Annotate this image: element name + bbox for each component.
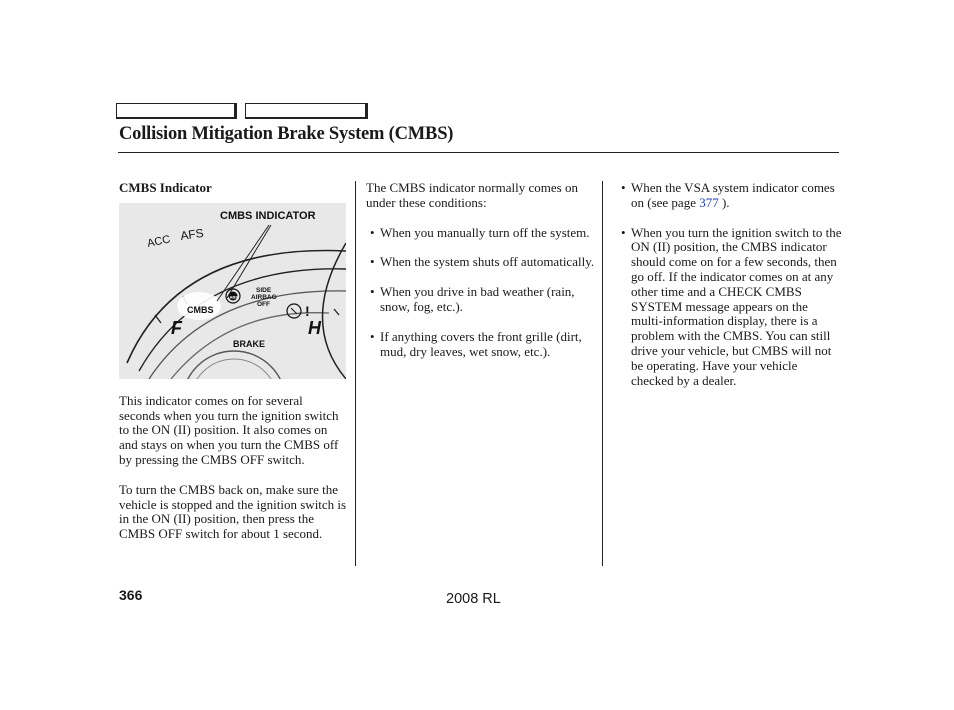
column-divider-1: [355, 181, 356, 566]
more-conditions-list: [617, 181, 842, 388]
temp-h-label: H: [308, 317, 321, 338]
list-item: • If anything covers the front grille (dirt, mud, dry leaves, wet snow, etc.).: [366, 330, 596, 360]
conditions-list: [366, 226, 596, 360]
header-tab-box-2: [245, 103, 368, 119]
svg-text:SIDE: SIDE: [256, 286, 272, 294]
gauge-lower-circle: [182, 351, 286, 379]
callout-label: CMBS INDICATOR: [220, 209, 316, 222]
cmbs-indicator-illustration: [119, 203, 346, 379]
cmbs-indicator-paragraph-2: To turn the CMBS back on, make sure the vehicle is stopped and the ignition switch is in the ON (II) position, then press the CMBS OFF switch for about 1 second.: [119, 481, 347, 542]
page-number: 366: [119, 587, 143, 603]
footer-model: 2008 RL: [446, 591, 501, 607]
title-rule: [118, 152, 839, 153]
list-item: • When you manually turn off the system.: [366, 226, 596, 241]
svg-text:ABS: ABS: [229, 294, 238, 300]
conditions-intro: The CMBS indicator normally comes on under these conditions:: [366, 180, 578, 210]
list-item: • When you turn the ignition switch to the ON (II) position, the CMBS indicator should come on for a few seconds, then go off. If the indicator comes on at any other time and a CHECK CMBS SYSTEM message appears on the multi-information display, there is a problem with the CMBS. You can still drive your vehicle, but CMBS will not be operating. Have your vehicle checked by a dealer.: [617, 226, 842, 389]
fuel-f-label: F: [171, 317, 182, 338]
section-subheading: CMBS Indicator: [119, 180, 212, 195]
header-tab-box-1: [116, 103, 237, 119]
svg-text:OFF: OFF: [257, 300, 270, 308]
cmbs-indicator-text: CMBS: [187, 304, 214, 315]
cmbs-indicator-paragraph-1: This indicator comes on for several seconds when you turn the ignition switch to the ON (II) position. It also comes on and stays on when you turn the CMBS off by pressing the CMBS OFF switch.: [119, 392, 339, 467]
page-title: Collision Mitigation Brake System (CMBS): [119, 124, 454, 144]
svg-text:!: !: [305, 302, 310, 319]
column-1: [119, 181, 347, 542]
column-2: [366, 181, 596, 359]
svg-text:AFS: AFS: [179, 225, 205, 243]
list-item: • When the VSA system indicator comes on (see page 377 ).: [617, 181, 842, 211]
column-divider-2: [602, 181, 603, 566]
svg-text:AIRBAG: AIRBAG: [251, 293, 277, 301]
brake-label: BRAKE: [233, 338, 266, 349]
list-item: • When the system shuts off automatically.: [366, 255, 596, 270]
svg-text:ACC: ACC: [146, 233, 172, 250]
page-reference-link[interactable]: 377: [699, 194, 719, 210]
list-item: • When you drive in bad weather (rain, snow, fog, etc.).: [366, 285, 596, 315]
column-3: [617, 181, 842, 388]
